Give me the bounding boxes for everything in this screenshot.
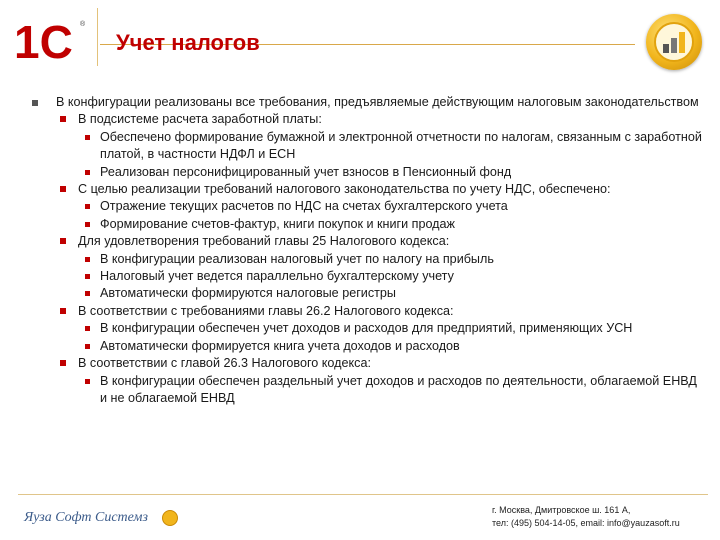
list-item-text: Для удовлетворения требований главы 25 Налогового кодекса: <box>78 234 450 249</box>
list-item <box>56 233 705 303</box>
footer-divider <box>18 494 708 495</box>
list-item-text: В конфигурации реализованы все требования, предъявляемые действующим налоговым законодательством <box>56 95 699 109</box>
list-item: В конфигурации обеспечен учет доходов и расходов для предприятий, применяющих УСН <box>78 320 705 337</box>
list-item-text: В соответствии с требованиями главы 26.2 Налогового кодекса: <box>78 303 454 318</box>
main-content <box>30 94 705 407</box>
company-logo-icon <box>162 510 178 526</box>
header-divider <box>97 8 98 66</box>
footer-address: г. Москва, Дмитровское ш. 161 А, <box>492 505 631 515</box>
list-item: В конфигурации реализован налоговый учет по налогу на прибыль <box>78 251 705 268</box>
footer-company: Яуза Софт Системз <box>24 510 148 525</box>
list-item: Автоматически формируются налоговые регистры <box>78 285 705 302</box>
footer-contacts <box>492 504 680 530</box>
list-item <box>56 181 705 233</box>
list-item: Реализован персонифицированный учет взносов в Пенсионный фонд <box>78 164 705 181</box>
page-title: Учет налогов <box>116 30 260 55</box>
1c-logo <box>14 14 104 66</box>
list-item-text: В соответствии с главой 26.3 Налогового кодекса: <box>78 356 371 371</box>
list-item: Автоматически формируется книга учета доходов и расходов <box>78 338 705 355</box>
list-item: Отражение текущих расчетов по НДС на счетах бухгалтерского учета <box>78 198 705 215</box>
bullet-list <box>30 94 705 407</box>
list-item: Обеспечено формирование бумажной и электронной отчетности по налогам, связанным с заработной платой, в частности НДФЛ и ЕСН <box>78 129 705 164</box>
list-item-text: В подсистеме расчета заработной платы: <box>78 112 322 127</box>
list-item: В конфигурации обеспечен раздельный учет доходов и расходов по деятельности, облагаемой ЕНВД и не облагаемой ЕНВД <box>78 373 705 408</box>
list-item <box>30 94 705 407</box>
list-item: Формирование счетов-фактур, книги покупок и книги продаж <box>78 216 705 233</box>
list-item-text: С целью реализации требований налогового законодательства по учету НДС, обеспечено: <box>78 182 611 197</box>
logo-text: 1С <box>14 16 73 66</box>
list-item <box>56 303 705 355</box>
list-item: Налоговый учет ведется параллельно бухгалтерскому учету <box>78 268 705 285</box>
svg-text:®: ® <box>80 21 86 28</box>
footer-phone-email: тел: (495) 504-14-05, email: info@yauzasoft.ru <box>492 518 680 528</box>
list-item <box>56 111 705 181</box>
chart-emblem-icon <box>646 14 702 70</box>
list-item <box>56 355 705 407</box>
